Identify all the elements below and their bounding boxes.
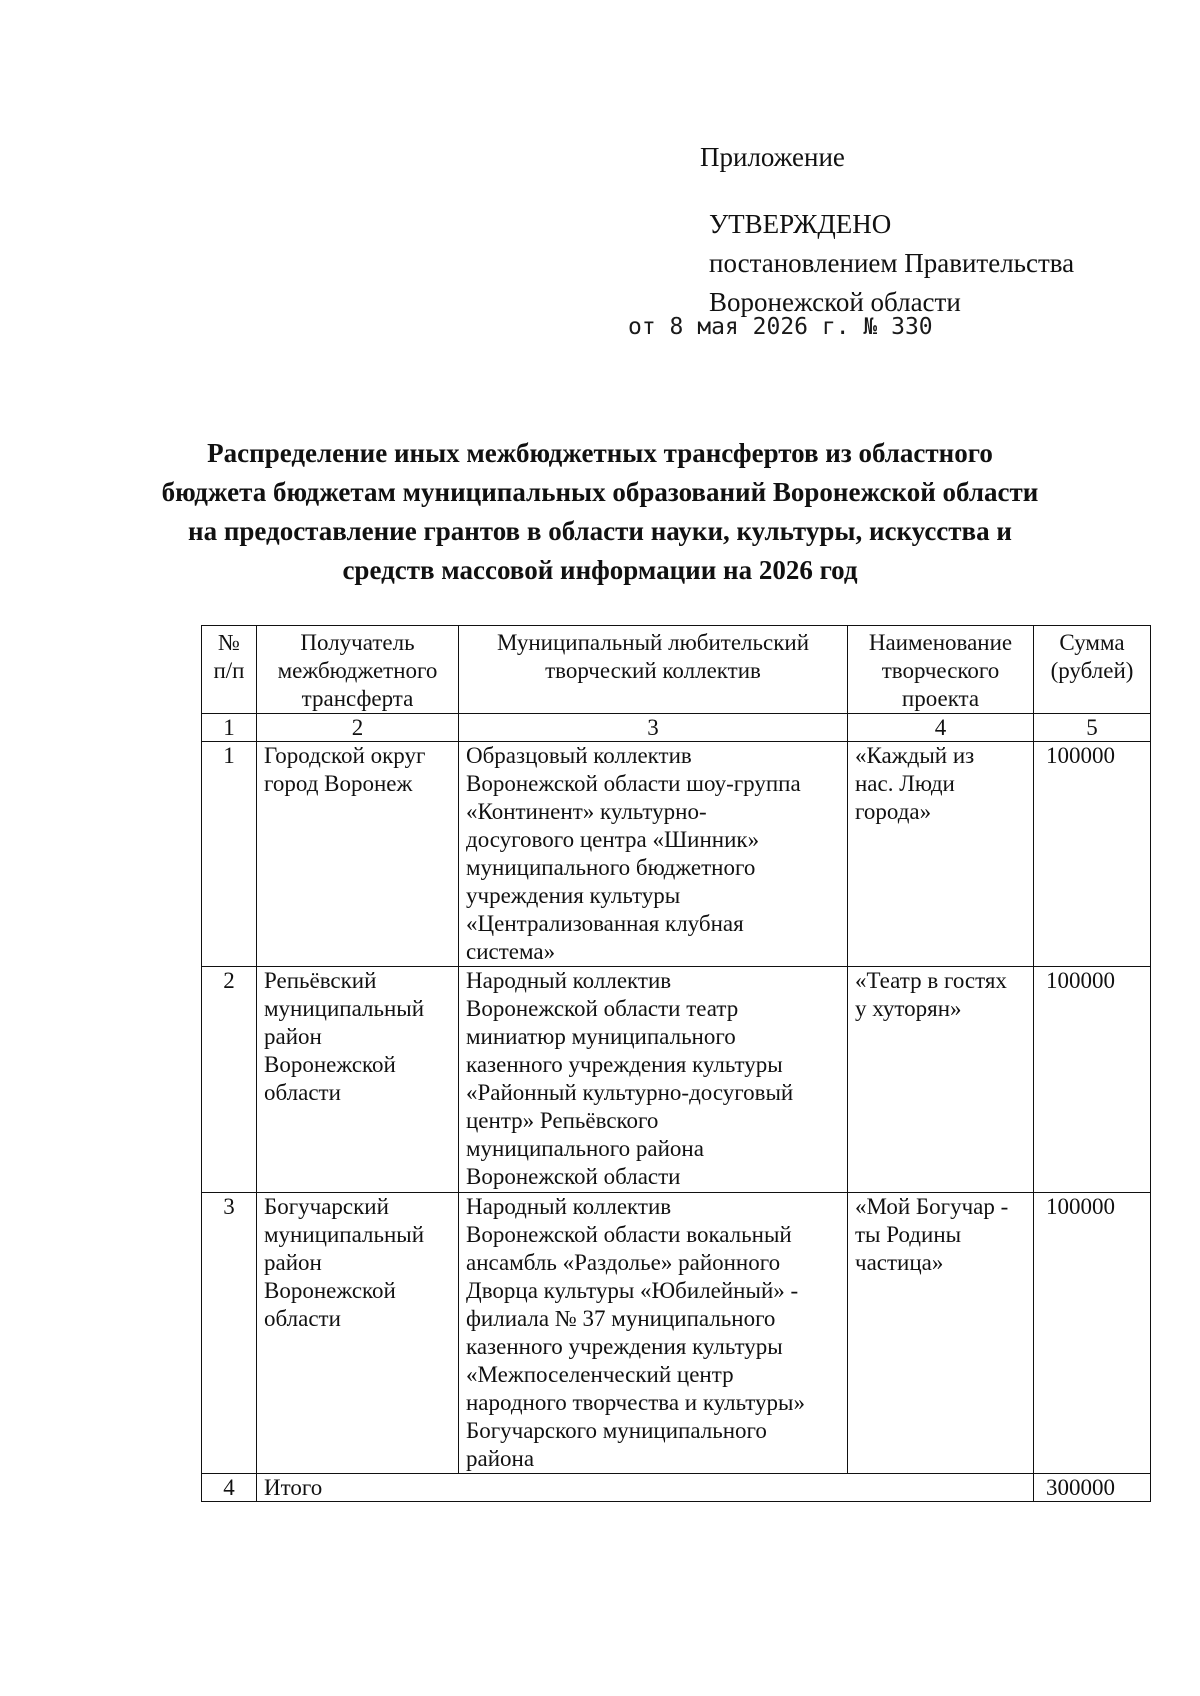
total-row — [202, 1474, 1151, 1502]
row-sum: 100000 — [1034, 742, 1151, 967]
total-label: Итого — [257, 1474, 1034, 1502]
row-collective: Образцовый коллектив Воронежской области шоу-группа «Континент» культурно- досугового центра «Шинник» муниципального бюджетного учреждения культуры «Централизованная клубная система» — [459, 742, 848, 967]
column-number: 2 — [257, 714, 459, 742]
approved-line: постановлением Правительства — [709, 248, 1075, 278]
header-number: № п/п — [202, 626, 257, 714]
header-collective: Муниципальный любительский творческий коллектив — [459, 626, 848, 714]
table-header-row — [202, 626, 1151, 714]
title-line: бюджета бюджетам муниципальных образований Воронежской области — [161, 477, 1039, 507]
title-line: Распределение иных межбюджетных трансфертов из областного — [207, 438, 993, 468]
row-number: 1 — [202, 742, 257, 967]
grants-table — [201, 625, 1151, 1502]
column-number: 3 — [459, 714, 848, 742]
row-project: «Каждый из нас. Люди города» — [848, 742, 1034, 967]
row-recipient: Репьёвский муниципальный район Воронежской области — [257, 967, 459, 1193]
column-number: 5 — [1034, 714, 1151, 742]
header-project: Наименование творческого проекта — [848, 626, 1034, 714]
title-line: на предоставление грантов в области науки, культуры, искусства и — [188, 516, 1012, 546]
row-number: 2 — [202, 967, 257, 1193]
table-row — [202, 1193, 1151, 1474]
column-number-row — [202, 714, 1151, 742]
row-collective: Народный коллектив Воронежской области театр миниатюр муниципального казенного учреждения культуры «Районный культурно-досуговый центр» Репьёвского муниципального района Воронежской области — [459, 967, 848, 1193]
header-sum: Сумма (рублей) — [1034, 626, 1151, 714]
column-number: 4 — [848, 714, 1034, 742]
document-title — [150, 434, 1050, 590]
decree-date-stamp: от 8 мая 2026 г. № 330 — [628, 314, 933, 340]
row-collective: Народный коллектив Воронежской области вокальный ансамбль «Раздолье» районного Дворца культуры «Юбилейный» - филиала № 37 муниципального казенного учреждения культуры «Межпоселенческий центр народного творчества и культуры» Богучарского муниципального района — [459, 1193, 848, 1474]
row-sum: 100000 — [1034, 1193, 1151, 1474]
approved-line: Воронежской области — [709, 287, 961, 317]
approval-block — [709, 205, 1074, 322]
row-sum: 100000 — [1034, 967, 1151, 1193]
table-row — [202, 742, 1151, 967]
row-recipient: Богучарский муниципальный район Воронежской области — [257, 1193, 459, 1474]
approved-line: УТВЕРЖДЕНО — [709, 209, 892, 239]
appendix-label: Приложение — [700, 142, 845, 172]
total-number: 4 — [202, 1474, 257, 1502]
header-recipient: Получатель межбюджетного трансферта — [257, 626, 459, 714]
row-number: 3 — [202, 1193, 257, 1474]
table-row — [202, 967, 1151, 1193]
row-recipient: Городской округ город Воронеж — [257, 742, 459, 967]
row-project: «Мой Богучар - ты Родины частица» — [848, 1193, 1034, 1474]
column-number: 1 — [202, 714, 257, 742]
total-sum: 300000 — [1034, 1474, 1151, 1502]
title-line: средств массовой информации на 2026 год — [342, 555, 858, 585]
row-project: «Театр в гостях у хуторян» — [848, 967, 1034, 1193]
